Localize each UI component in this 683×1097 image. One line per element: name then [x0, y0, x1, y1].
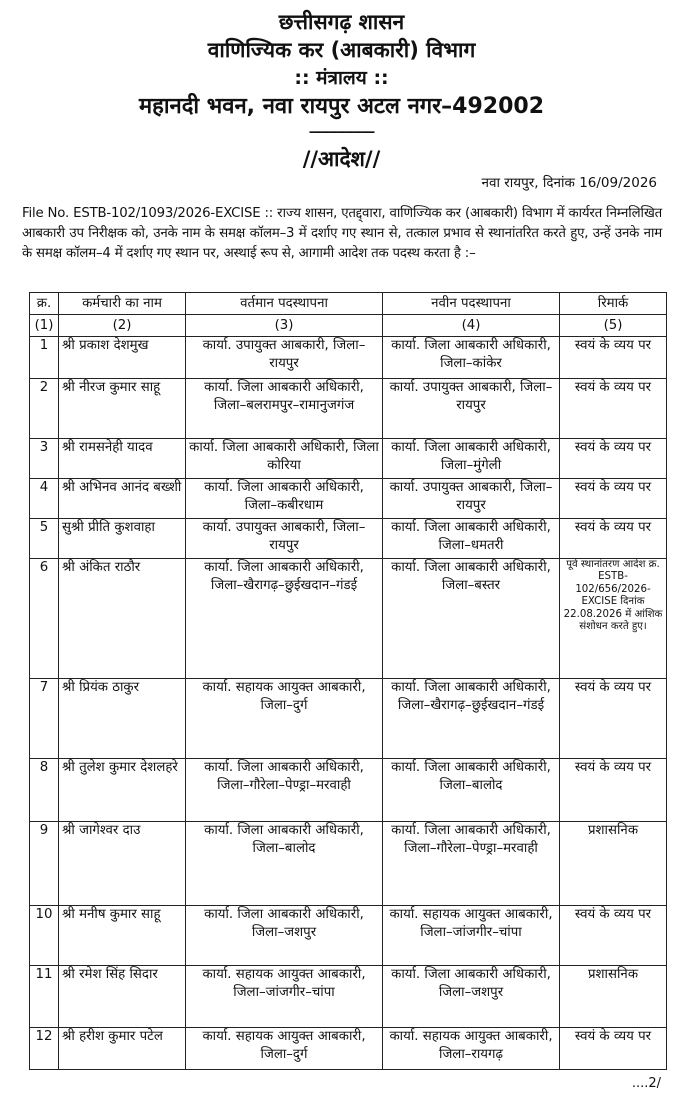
- new-posting-cell: कार्या. जिला आबकारी अधिकारी, जिला–गौरेला–पेण्ड्रा–मरवाही: [383, 822, 560, 906]
- header-remark: रिमार्क: [560, 293, 667, 315]
- serial-cell: 10: [30, 906, 59, 966]
- current-posting-cell: कार्या. सहायक आयुक्त आबकारी, जिला–दुर्ग: [186, 1028, 383, 1070]
- new-posting-cell: कार्या. जिला आबकारी अधिकारी, जिला–कांकेर: [383, 337, 560, 379]
- table-row: [30, 519, 667, 559]
- serial-cell: 11: [30, 966, 59, 1028]
- column-number: (3): [186, 315, 383, 337]
- header-current-posting: वर्तमान पदस्थापना: [186, 293, 383, 315]
- employee-name-cell: श्री नीरज कुमार साहू: [59, 379, 186, 439]
- serial-cell: 6: [30, 559, 59, 679]
- remark-cell: प्रशासनिक: [560, 822, 667, 906]
- new-posting-cell: कार्या. जिला आबकारी अधिकारी, जिला–बालोद: [383, 759, 560, 822]
- employee-name-cell: श्री जागेश्वर दाउ: [59, 822, 186, 906]
- table-row: [30, 379, 667, 439]
- new-posting-cell: कार्या. सहायक आयुक्त आबकारी, जिला–रायगढ़: [383, 1028, 560, 1070]
- remark-cell: स्वयं के व्यय पर: [560, 379, 667, 439]
- column-number: (5): [560, 315, 667, 337]
- remark-cell: प्रशासनिक: [560, 966, 667, 1028]
- order-date: नवा रायपुर, दिनांक 16/09/2026: [481, 175, 657, 191]
- table-row: [30, 479, 667, 519]
- employee-name-cell: श्री प्रियंक ठाकुर: [59, 679, 186, 759]
- serial-cell: 1: [30, 337, 59, 379]
- table-row: [30, 337, 667, 379]
- table-row: [30, 906, 667, 966]
- column-number: (2): [59, 315, 186, 337]
- employee-name-cell: श्री प्रकाश देशमुख: [59, 337, 186, 379]
- current-posting-cell: कार्या. जिला आबकारी अधिकारी, जिला–बलरामपुर–रामानुजगंज: [186, 379, 383, 439]
- remark-cell: स्वयं के व्यय पर: [560, 439, 667, 479]
- remark-cell: स्वयं के व्यय पर: [560, 759, 667, 822]
- table-row: [30, 966, 667, 1028]
- table-row: [30, 439, 667, 479]
- table-row: [30, 679, 667, 759]
- serial-cell: 8: [30, 759, 59, 822]
- header-employee-name: कर्मचारी का नाम: [59, 293, 186, 315]
- header-department: वाणिज्यिक कर (आबकारी) विभाग: [207, 38, 476, 62]
- remark-cell: स्वयं के व्यय पर: [560, 679, 667, 759]
- employee-name-cell: श्री रमेश सिंह सिदार: [59, 966, 186, 1028]
- remark-note: पूर्व स्थानांतरण आदेश क्र. ESTB-102/656/2026-EXCISE दिनांक 22.08.2026 में आंशिक संशोधन करते हुए।: [563, 559, 663, 633]
- new-posting-cell: कार्या. जिला आबकारी अधिकारी, जिला–जशपुर: [383, 966, 560, 1028]
- current-posting-cell: कार्या. उपायुक्त आबकारी, जिला–रायपुर: [186, 519, 383, 559]
- current-posting-cell: कार्या. सहायक आयुक्त आबकारी, जिला–जांजगीर–चांपा: [186, 966, 383, 1028]
- employee-name-cell: श्री तुलेश कुमार देशलहरे: [59, 759, 186, 822]
- serial-cell: 3: [30, 439, 59, 479]
- transfer-table: [29, 292, 667, 1070]
- table-row: [30, 822, 667, 906]
- header-separator: ________: [309, 113, 374, 134]
- header-government: छत्तीसगढ़ शासन: [278, 10, 405, 34]
- employee-name-cell: सुश्री प्रीति कुशवाहा: [59, 519, 186, 559]
- serial-cell: 5: [30, 519, 59, 559]
- employee-name-cell: श्री रामसनेही यादव: [59, 439, 186, 479]
- employee-name-cell: श्री अभिनव आनंद बख्शी: [59, 479, 186, 519]
- page-continuation-marker: ....2/: [631, 1076, 661, 1091]
- new-posting-cell: कार्या. उपायुक्त आबकारी, जिला–रायपुर: [383, 379, 560, 439]
- serial-cell: 2: [30, 379, 59, 439]
- new-posting-cell: कार्या. जिला आबकारी अधिकारी, जिला–मुंगेली: [383, 439, 560, 479]
- new-posting-cell: कार्या. जिला आबकारी अधिकारी, जिला–बस्तर: [383, 559, 560, 679]
- current-posting-cell: कार्या. जिला आबकारी अधिकारी, जिला–गौरेला–पेण्ड्रा–मरवाही: [186, 759, 383, 822]
- table-header-row: [30, 293, 667, 315]
- current-posting-cell: कार्या. जिला आबकारी अधिकारी, जिला–कबीरधाम: [186, 479, 383, 519]
- remark-cell: स्वयं के व्यय पर: [560, 337, 667, 379]
- header-new-posting: नवीन पदस्थापना: [383, 293, 560, 315]
- remark-cell: स्वयं के व्यय पर: [560, 1028, 667, 1070]
- header-serial: क्र.: [30, 293, 59, 315]
- employee-name-cell: श्री हरीश कुमार पटेल: [59, 1028, 186, 1070]
- header-ministry: :: मंत्रालय ::: [294, 67, 389, 89]
- table-row: [30, 559, 667, 679]
- current-posting-cell: कार्या. जिला आबकारी अधिकारी, जिला कोरिया: [186, 439, 383, 479]
- employee-name-cell: श्री अंकित राठौर: [59, 559, 186, 679]
- new-posting-cell: कार्या. उपायुक्त आबकारी, जिला–रायपुर: [383, 479, 560, 519]
- remark-cell: स्वयं के व्यय पर: [560, 479, 667, 519]
- serial-cell: 9: [30, 822, 59, 906]
- current-posting-cell: कार्या. उपायुक्त आबकारी, जिला–रायपुर: [186, 337, 383, 379]
- current-posting-cell: कार्या. जिला आबकारी अधिकारी, जिला–बालोद: [186, 822, 383, 906]
- column-number-row: [30, 315, 667, 337]
- serial-cell: 4: [30, 479, 59, 519]
- column-number: (1): [30, 315, 59, 337]
- serial-cell: 7: [30, 679, 59, 759]
- header-address: महानदी भवन, नवा रायपुर अटल नगर–492002: [138, 94, 545, 119]
- column-number: (4): [383, 315, 560, 337]
- current-posting-cell: कार्या. जिला आबकारी अधिकारी, जिला–जशपुर: [186, 906, 383, 966]
- new-posting-cell: कार्या. जिला आबकारी अधिकारी, जिला–खैरागढ़–छुईखदान–गंडई: [383, 679, 560, 759]
- new-posting-cell: कार्या. सहायक आयुक्त आबकारी, जिला–जांजगीर–चांपा: [383, 906, 560, 966]
- remark-cell: [560, 559, 667, 679]
- current-posting-cell: कार्या. सहायक आयुक्त आबकारी, जिला–दुर्ग: [186, 679, 383, 759]
- serial-cell: 12: [30, 1028, 59, 1070]
- table-row: [30, 759, 667, 822]
- employee-name-cell: श्री मनीष कुमार साहू: [59, 906, 186, 966]
- table-row: [30, 1028, 667, 1070]
- current-posting-cell: कार्या. जिला आबकारी अधिकारी, जिला–खैरागढ़–छुईखदान–गंडई: [186, 559, 383, 679]
- new-posting-cell: कार्या. जिला आबकारी अधिकारी, जिला–धमतरी: [383, 519, 560, 559]
- remark-cell: स्वयं के व्यय पर: [560, 519, 667, 559]
- order-title: //आदेश//: [302, 147, 381, 171]
- order-body-paragraph: File No. ESTB-102/1093/2026-EXCISE :: राज्य शासन, एतद्द्वारा, वाणिज्यिक कर (आबकारी) विभाग में कार्यरत निम्नलिखित आबकारी उप निरीक्षक को, उनके नाम के समक्ष कॉलम–3 में दर्शाए गए स्थान से, तत्काल प्रभाव से स्थानांतरित करते हुए, उन्हें उनके नाम के समक्ष कॉलम–4 में दर्शाए गए स्थान पर, अस्थाई रूप से, आगामी आदेश तक पदस्थ करता है :–: [22, 206, 662, 261]
- remark-cell: स्वयं के व्यय पर: [560, 906, 667, 966]
